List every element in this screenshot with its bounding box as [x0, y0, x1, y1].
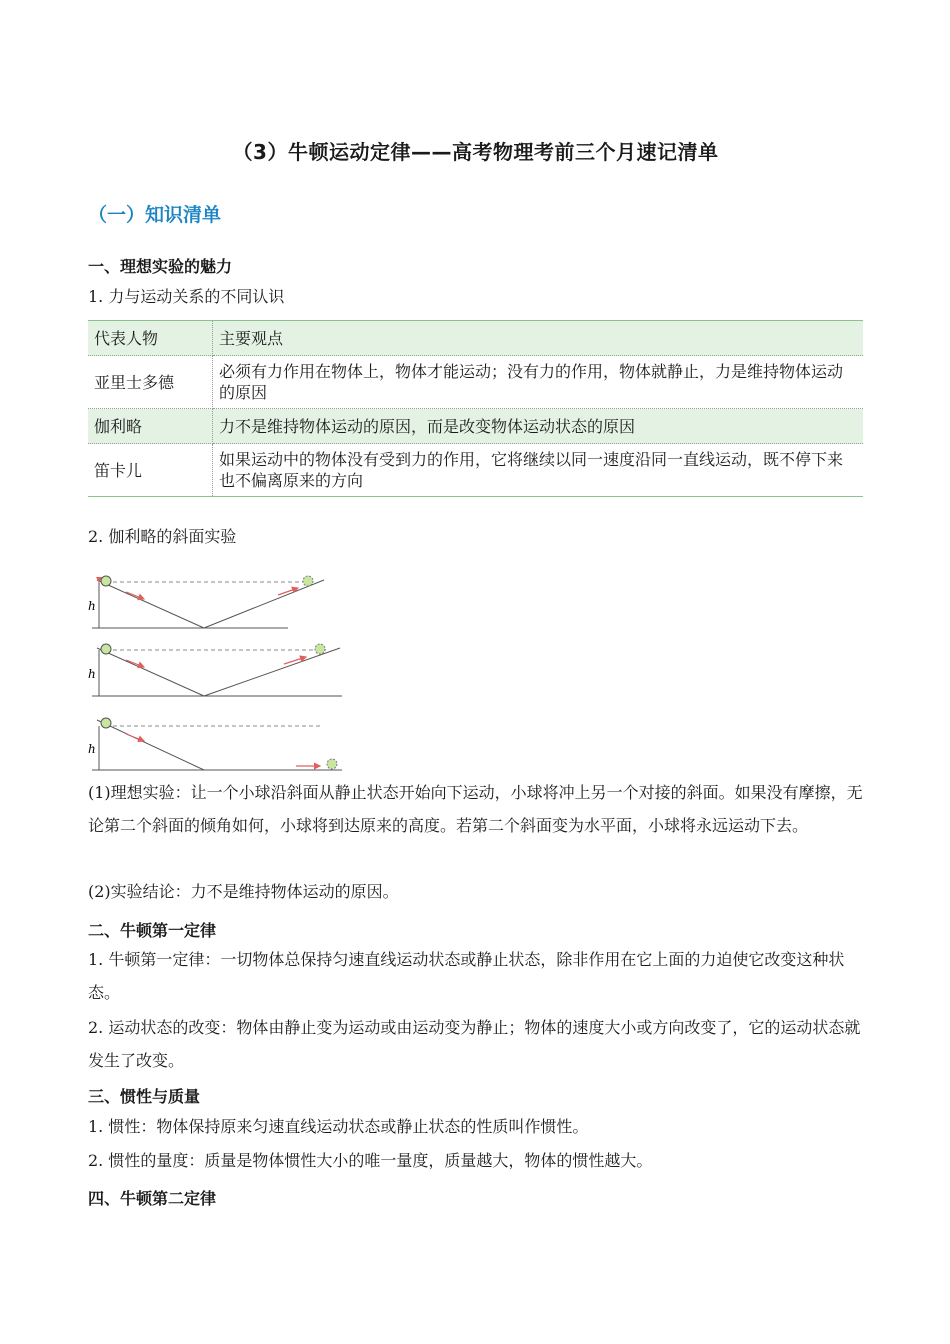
table-row [88, 444, 863, 497]
incline-panel-3 [88, 718, 342, 770]
paragraph-inertia: 1. 惯性：物体保持原来匀速直线运动状态或静止状态的性质叫作惯性。 [88, 1117, 589, 1136]
paragraph-first-law: 1. 牛顿第一定律：一切物体总保持匀速直线运动状态或静止状态，除非作用在它上面的力迫使它改变这种状态。 [88, 950, 845, 1002]
paragraph-inertia-measure: 2. 惯性的量度：质量是物体惯性大小的唯一量度，质量越大，物体的惯性越大。 [88, 1151, 653, 1170]
incline-experiment-diagram [88, 568, 348, 772]
height-label: h [88, 742, 96, 756]
table-cell-person: 伽利略 [88, 409, 213, 444]
table-cell-view: 力不是维持物体运动的原因，而是改变物体运动状态的原因 [213, 409, 864, 444]
table-row [88, 356, 863, 409]
table-row [88, 409, 863, 444]
heading-part2: 二、牛顿第一定律 [88, 921, 217, 940]
table-cell-view: 如果运动中的物体没有受到力的作用，它将继续以同一速度沿同一直线运动，既不停下来也不偏离原来的方向 [219, 450, 844, 490]
item-force-motion: 1. 力与运动关系的不同认识 [88, 287, 285, 306]
table-header-row [88, 321, 863, 356]
incline-panel-1 [88, 576, 324, 628]
table-cell-view: 必须有力作用在物体上，物体才能运动；没有力的作用，物体就静止，力是维持物体运动的原因 [213, 356, 864, 409]
height-label: h [88, 599, 96, 613]
heading-part3: 三、惯性与质量 [88, 1087, 201, 1106]
paragraph-motion-state: 2. 运动状态的改变：物体由静止变为运动或由运动变为静止；物体的速度大小或方向改变了，它的运动状态就发生了改变。 [88, 1018, 861, 1070]
heading-part4: 四、牛顿第二定律 [88, 1189, 217, 1208]
table-header-cell: 代表人物 [88, 321, 213, 356]
height-label: h [88, 667, 96, 681]
table-cell-person: 笛卡儿 [88, 444, 213, 497]
incline-panel-2 [88, 644, 342, 696]
table-cell-person: 亚里士多德 [88, 356, 213, 409]
table-header-cell: 主要观点 [213, 321, 864, 356]
paragraph-conclusion: (2)实验结论：力不是维持物体运动的原因。 [88, 882, 399, 901]
paragraph-ideal-experiment: (1)理想实验：让一个小球沿斜面从静止状态开始向下运动，小球将冲上另一个对接的斜面。如果没有摩擦，无论第二个斜面的倾角如何，小球将到达原来的高度。若第二个斜面变为水平面，小球将永远运动下去。 [88, 783, 863, 835]
heading-part1: 一、理想实验的魅力 [88, 257, 233, 276]
views-table [88, 320, 863, 497]
document-title: （3）牛顿运动定律——高考物理考前三个月速记清单 [232, 140, 719, 164]
item-galileo-experiment: 2. 伽利略的斜面实验 [88, 527, 237, 546]
section-heading: （一）知识清单 [88, 204, 222, 226]
